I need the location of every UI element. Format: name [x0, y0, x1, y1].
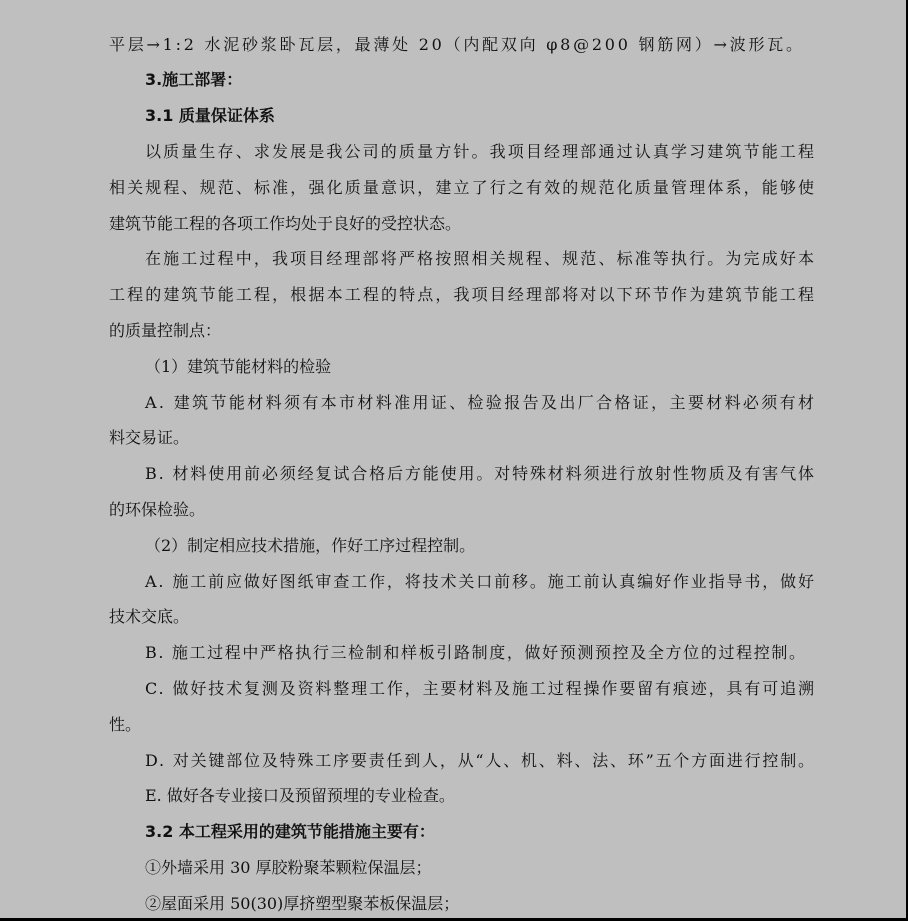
paragraph-line: 的质量控制点：	[109, 321, 222, 340]
paragraph-line: 在施工过程中，我项目经理部将严格按照相关规程、规范、标准等执行。为完成好本	[145, 249, 817, 268]
paragraph-line: 建筑节能工程的各项工作均处于良好的受控状态。	[109, 214, 462, 233]
paragraph-line: 相关规程、规范、标准，强化质量意识，建立了行之有效的规范化质量管理体系，能够使	[109, 178, 817, 197]
list-item-heading: （1）建筑节能材料的检验	[145, 357, 332, 376]
list-item-line: 技术交底。	[109, 607, 190, 626]
list-item-line: A. 建筑节能材料须有本市材料准用证、检验报告及出厂合格证，主要材料必须有材	[145, 393, 817, 412]
list-item-heading: （2）制定相应技术措施，作好工序过程控制。	[145, 536, 476, 555]
list-item-line: 性。	[109, 715, 142, 734]
paragraph-line: 以质量生存、求发展是我公司的质量方针。我项目经理部通过认真学习建筑节能工程	[145, 142, 817, 161]
list-item-line: D. 对关键部位及特殊工序要责任到人，从“人、机、料、法、环”五个方面进行控制。	[145, 751, 816, 770]
list-item-line: E. 做好各专业接口及预留预埋的专业检查。	[145, 786, 455, 805]
list-item-line: 料交易证。	[109, 428, 190, 447]
paragraph-line: 工程的建筑节能工程，根据本工程的特点，我项目经理部将对以下环节作为建筑节能工程	[109, 285, 817, 304]
list-item-line: 的环保检验。	[109, 500, 206, 519]
list-item-line: C. 做好技术复测及资料整理工作，主要材料及施工过程操作要留有痕迹，具有可追溯	[145, 679, 816, 698]
measure-item: ②屋面采用 50(30)厚挤塑型聚苯板保温层；	[145, 894, 460, 913]
measure-item: ①外墙采用 30 厚胶粉聚苯颗粒保温层；	[145, 858, 432, 877]
list-item-line: B. 施工过程中严格执行三检制和样板引路制度，做好预测预控及全方位的过程控制。	[145, 643, 807, 662]
subsection-heading-quality-assurance: 3.1 质量保证体系	[145, 106, 275, 125]
subsection-heading-energy-measures: 3.2 本工程采用的建筑节能措施主要有：	[145, 822, 435, 841]
list-item-line: B. 材料使用前必须经复试合格后方能使用。对特殊材料须进行放射性物质及有害气体	[145, 464, 816, 483]
section-heading-construction-deployment: 3.施工部署：	[145, 70, 243, 89]
text-line-roof-layers: 平层→1:2 水泥砂浆卧瓦层，最薄处 20（内配双向 φ8@200 钢筋网）→波形瓦。	[109, 35, 805, 54]
list-item-line: A. 施工前应做好图纸审查工作，将技术关口前移。施工前认真编好作业指导书，做好	[145, 572, 816, 591]
